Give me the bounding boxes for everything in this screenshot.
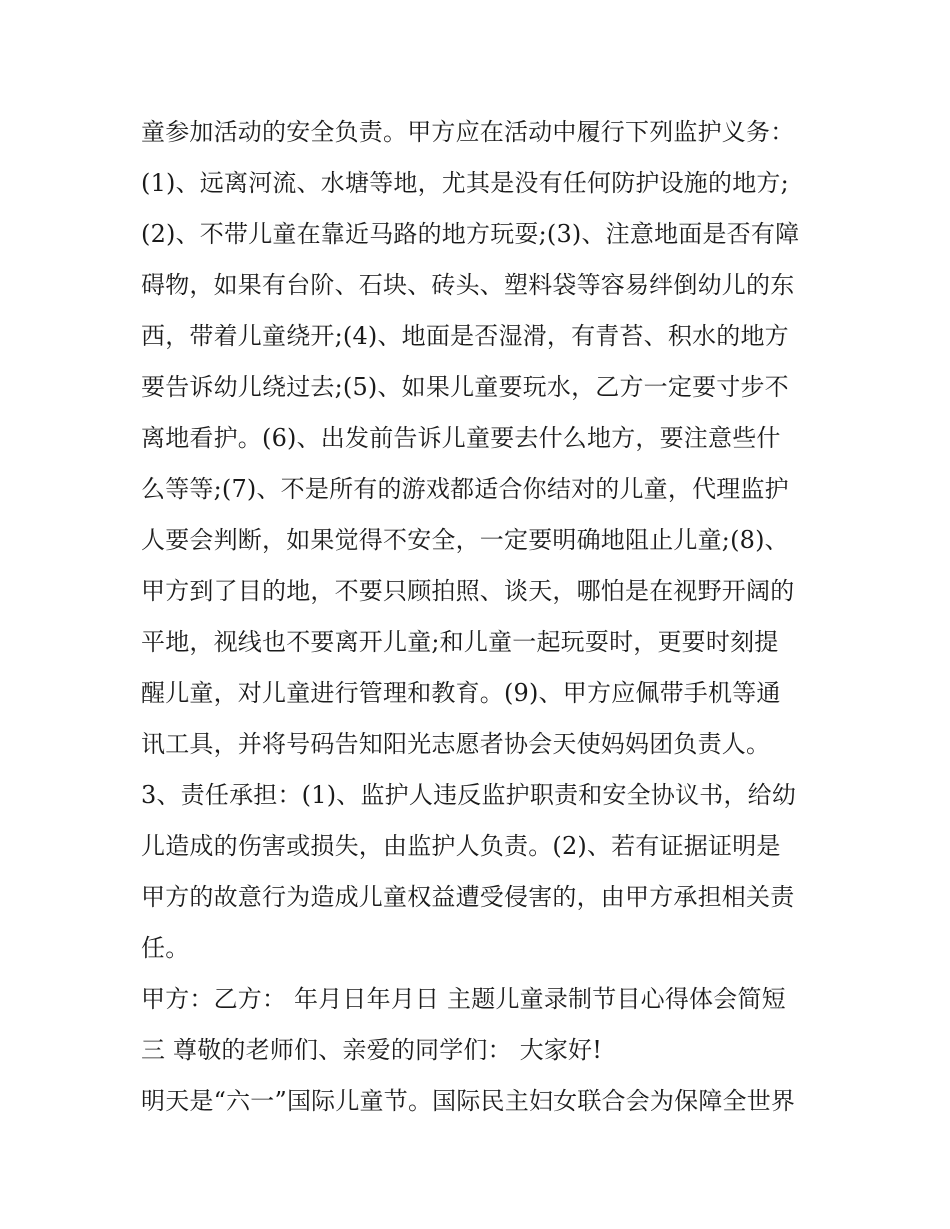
- text-line: 要告诉幼儿绕过去;(5)、如果儿童要玩水，乙方一定要寸步不: [141, 373, 789, 401]
- text-line: 任。: [141, 934, 190, 962]
- text-line: 甲方的故意行为造成儿童权益遭受侵害的，由甲方承担相关责: [141, 883, 795, 911]
- text-line: (1)、远离河流、水塘等地，尤其是没有任何防护设施的地方;: [141, 169, 789, 197]
- text-line: 三 尊敬的老师们、亲爱的同学们： 大家好!: [141, 1036, 603, 1064]
- text-line: 人要会判断，如果觉得不安全，一定要明确地阻止儿童;(8)、: [141, 526, 789, 554]
- text-line: 童参加活动的安全负责。甲方应在活动中履行下列监护义务：: [141, 118, 795, 146]
- text-line: 醒儿童，对儿童进行管理和教育。(9)、甲方应佩带手机等通: [141, 679, 781, 707]
- text-line: 离地看护。(6)、出发前告诉儿童要去什么地方，要注意些什: [141, 424, 781, 452]
- text-line: 甲方到了目的地，不要只顾拍照、谈天，哪怕是在视野开阔的: [141, 577, 795, 605]
- text-line: 平地，视线也不要离开儿童;和儿童一起玩耍时，更要时刻提: [141, 628, 779, 656]
- text-line: 碍物，如果有台阶、石块、砖头、塑料袋等容易绊倒幼儿的东: [141, 271, 795, 299]
- text-line: 儿造成的伤害或损失，由监护人负责。(2)、若有证据证明是: [141, 832, 781, 860]
- text-line: 明天是“六一”国际儿童节。国际民主妇女联合会为保障全世界: [141, 1087, 796, 1115]
- text-line: 西，带着儿童绕开;(4)、地面是否湿滑，有青苔、积水的地方: [141, 322, 789, 350]
- text-line: 甲方：乙方： 年月日年月日 主题儿童录制节目心得体会简短: [141, 985, 786, 1013]
- text-line: (2)、不带儿童在靠近马路的地方玩耍;(3)、注意地面是否有障: [141, 220, 800, 248]
- text-line: 3、责任承担：(1)、监护人违反监护职责和安全协议书，给幼: [141, 781, 797, 809]
- text-line: 么等等;(7)、不是所有的游戏都适合你结对的儿童，代理监护: [141, 475, 789, 503]
- text-line: 讯工具，并将号码告知阳光志愿者协会天使妈妈团负责人。: [141, 730, 771, 758]
